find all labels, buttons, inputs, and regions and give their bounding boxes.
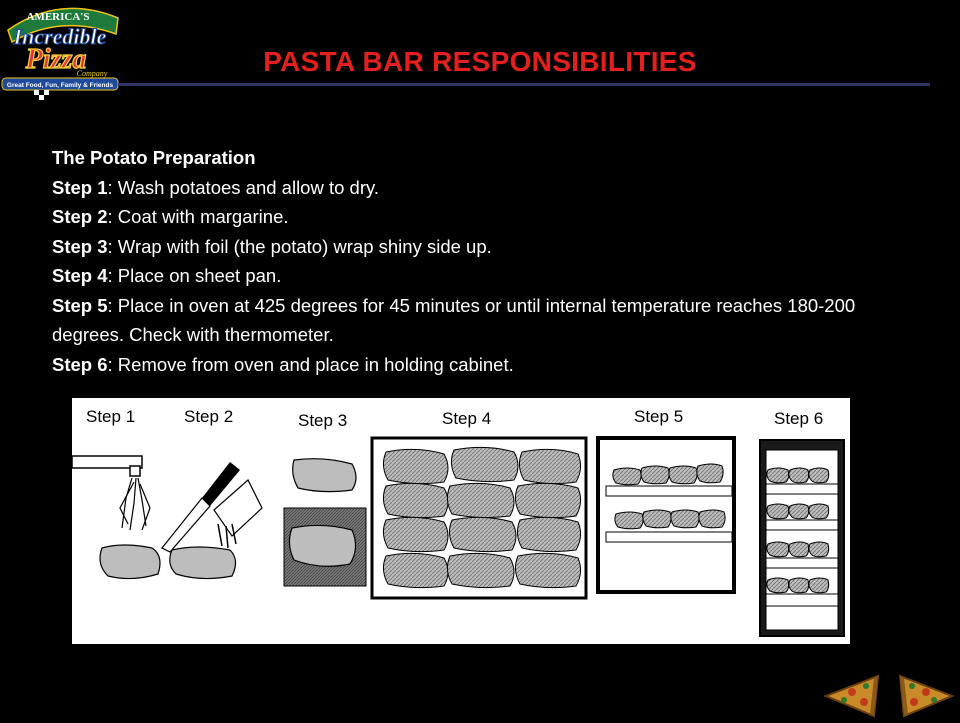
water-stream-icon xyxy=(120,478,150,530)
logo-brand-text: Pizza xyxy=(25,44,87,75)
pizza-arrow-right-icon xyxy=(896,672,956,718)
wrapped-potato-icon xyxy=(289,525,355,566)
logo-top-text: AMERICA'S xyxy=(26,11,90,23)
step-text: : Wash potatoes and allow to dry. xyxy=(107,176,380,198)
step-text: : Wrap with foil (the potato) wrap shiny side up. xyxy=(107,235,492,257)
step-text: : Coat with margarine. xyxy=(107,206,289,227)
step-text: : Place in oven at 425 degrees for 45 minutes or until internal temperature reaches 180-200 degrees. Check with thermometer. xyxy=(52,294,856,345)
title-underline xyxy=(118,83,930,86)
illus-label-step1: Step 1 xyxy=(86,407,136,426)
logo-tagline: Great Food, Fun, Family & Friends xyxy=(6,82,114,89)
pizza-arrow-left-icon xyxy=(822,672,882,718)
step-label: Step 1 xyxy=(52,176,108,198)
potato-icon xyxy=(293,459,356,492)
potato-icon xyxy=(170,547,236,579)
step-label: Step 4 xyxy=(52,265,108,286)
illus-label-step6: Step 6 xyxy=(774,409,824,428)
step-line xyxy=(52,232,912,262)
section-heading: The Potato Preparation xyxy=(52,147,256,168)
potato-icon xyxy=(100,545,160,579)
illus-label-step2: Step 2 xyxy=(184,407,234,426)
next-slide-button[interactable] xyxy=(896,672,956,718)
potato-steps-illustration xyxy=(72,398,850,644)
step-line xyxy=(52,261,912,291)
illus-label-step3: Step 3 xyxy=(298,411,348,430)
instructions xyxy=(52,143,912,379)
logo-main-text: Incredible xyxy=(13,24,107,49)
step-label: Step 6 xyxy=(52,353,108,375)
step-text: : Remove from oven and place in holding cabinet. xyxy=(107,353,514,375)
wrapped-potatoes-grid xyxy=(383,447,580,587)
step-line xyxy=(52,350,912,380)
step-label: Step 2 xyxy=(52,206,108,227)
illus-label-step5: Step 5 xyxy=(634,407,684,426)
previous-slide-button[interactable] xyxy=(822,672,882,718)
logo-company-text: Company xyxy=(76,69,108,78)
step-line xyxy=(52,173,912,203)
step-line xyxy=(52,202,912,232)
illus-label-step4: Step 4 xyxy=(442,409,492,428)
checker-icon xyxy=(34,90,49,100)
oven-rack-bottom xyxy=(606,510,732,542)
step-line xyxy=(52,291,912,350)
page-title: PASTA BAR RESPONSIBILITIES xyxy=(263,46,697,77)
step-label: Step 3 xyxy=(52,235,108,257)
step-text: : Place on sheet pan. xyxy=(107,265,282,286)
step-label: Step 5 xyxy=(52,294,108,316)
faucet-icon xyxy=(72,456,142,476)
